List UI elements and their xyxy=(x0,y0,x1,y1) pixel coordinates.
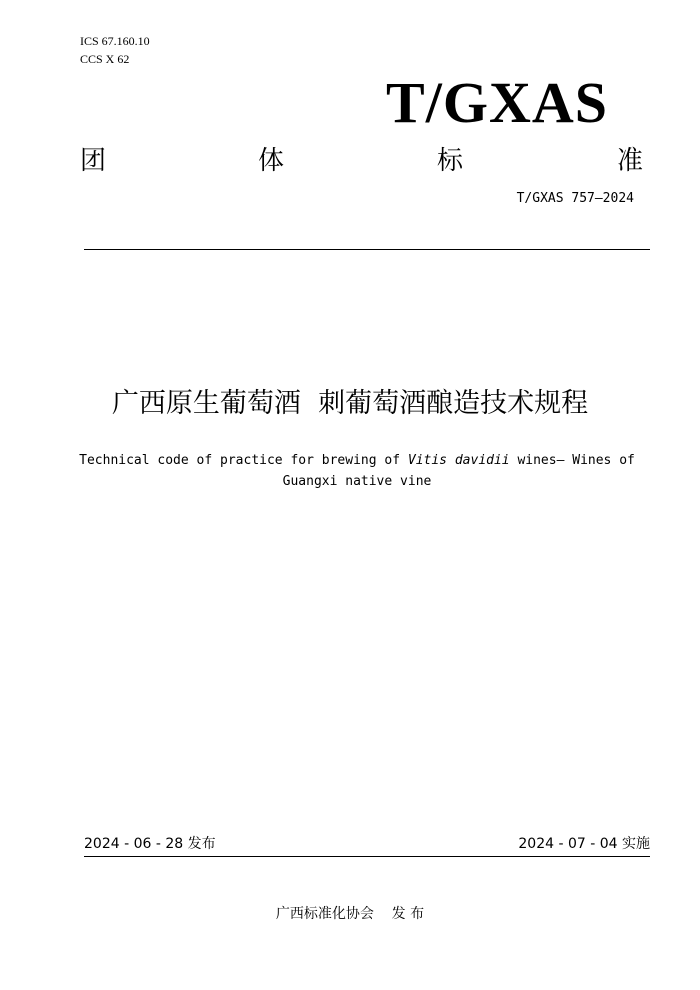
standard-type-char-4: 准 xyxy=(617,146,644,176)
title-english-part-1: Technical code of practice for brewing of xyxy=(79,453,408,468)
publish-date: 2024 - 06 - 28 发布 xyxy=(84,836,216,852)
ccs-code: CCS X 62 xyxy=(80,52,130,66)
bottom-divider xyxy=(84,856,650,857)
title-english-part-2: wines— Wines of Guangxi native vine xyxy=(282,453,635,489)
title-chinese: 广西原生葡萄酒 刺葡萄酒酿造技术规程 xyxy=(111,388,589,419)
title-english-species: Vitis davidii xyxy=(407,453,510,468)
implement-date: 2024 - 07 - 04 实施 xyxy=(518,836,650,852)
standard-number: T/GXAS 757—2024 xyxy=(516,191,634,206)
standard-logo: T/GXAS xyxy=(386,70,608,135)
title-english xyxy=(60,450,654,492)
standard-type-char-1: 团 xyxy=(80,146,107,176)
ics-code: ICS 67.160.10 xyxy=(80,34,150,48)
issuer: 广西标准化协会 发 布 xyxy=(275,906,425,922)
top-divider xyxy=(84,249,650,250)
standard-type-char-3: 标 xyxy=(437,146,464,176)
standard-type-char-2: 体 xyxy=(258,146,285,176)
